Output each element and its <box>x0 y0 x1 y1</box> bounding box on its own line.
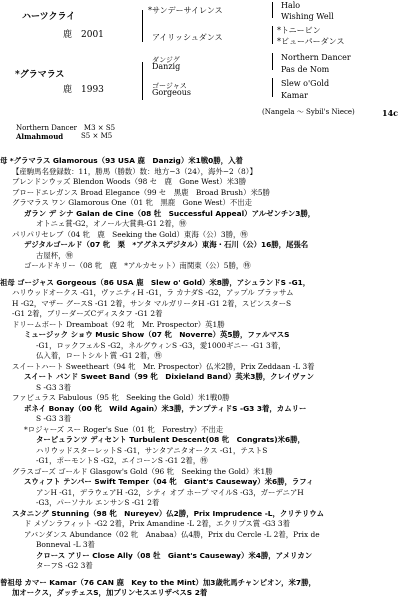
record-line: デジタルゴールド（07 牝 栗 *アグネスデジタル）東海・石川（公）16勝，尾張名 <box>24 240 309 249</box>
record-line: -G1 2着，ブリーダーズCディスタフ -G1 2着 <box>12 309 163 318</box>
section-title: 母 <box>0 156 8 165</box>
record-line: 加オークス，ダッチェスS，加プリンセスエリザベスS 2着 <box>12 588 208 597</box>
record-line: ターピュランツ ディセント Turbulent Descent(08 牝 Congrats)米6勝， <box>36 435 305 444</box>
bracket-line <box>272 2 273 18</box>
record-line: パリパリセレブ（04 牝 鹿 Seeking the Gold）東海（公）3勝，㊕ <box>12 229 248 239</box>
record-line: Bonneval -L 3着 <box>36 540 95 549</box>
dam-section <box>0 156 415 272</box>
record-line: 古屋杯，㊕ <box>36 250 73 260</box>
record-line: ブロードエレガンス Broad Elegance（99 セ 黒鹿 Broad Brush）米5勝 <box>12 187 270 197</box>
ss-sire: Halo <box>281 1 301 10</box>
section-title: 曾祖母 <box>0 577 23 587</box>
dam-dam: Gorgeous <box>152 88 191 97</box>
great-grandam-section <box>0 578 415 599</box>
inbreed-line-1: Northern Dancer M3 × S5 <box>16 124 116 132</box>
ds-sire: Northern Dancer <box>281 53 351 62</box>
record-line: H -G2，マザー グースS -G1 2着，サンタ マルガリータH -G1 2着，スピンスターS <box>12 298 292 308</box>
record-line: ファビュラス Fabulous（95 牝 Seeking the Gold）米1戦0勝 <box>12 393 230 402</box>
pedigree-table <box>0 0 415 141</box>
bracket-line <box>272 26 273 44</box>
record-line: スウィフト テンパー Swift Temper（04 牝 Giant's Causeway）米6勝，ラフィ <box>24 477 314 486</box>
record-line: アンH -G1，デラウェアH -G2，シティ オブ ホープ マイルS -G3，ガーデニアH <box>36 487 304 497</box>
record-line: グラスゴーズ ゴールド Glasgow's Gold（96 牝 Seeking the Gold）米1勝 <box>12 466 273 476</box>
record-line: ハリウッドオークス -G1，ヴァニティH -G1，ラ カナダS -G2，アップル ブラッサム <box>12 288 294 297</box>
sire-info: 鹿 2001 <box>63 30 104 40</box>
record-line: 仏入着，ロートシルト賞 -G1 2着，㊕ <box>36 351 162 360</box>
record-line: ボネイ Bonay（00 牝 Wild Again）米3勝，テンプティドS -G3 3着，カムリー <box>24 403 307 413</box>
record-line: アバンダンス Abundance（02 牝 Anabaa）仏4勝，Prix du Cercle -L 2着，Prix de <box>24 529 320 539</box>
bracket-line <box>142 10 143 42</box>
record-line: ガラン デ シナ Galan de Cine（08 牡 Successful Appeal）アルゼンチン3勝， <box>24 208 316 218</box>
record-line: ドリームボート Dreamboat（92 牝 Mr. Prospector）英1勝 <box>12 319 225 329</box>
bracket-line <box>272 78 273 97</box>
sire-dam: アイリッシュダンス <box>152 33 223 42</box>
dam-sire: Danzig <box>152 62 181 71</box>
sd-dam: *ビューパーダンス <box>277 37 345 46</box>
inbreed-line-2-value: S5 × M5 <box>81 132 113 140</box>
section-line <box>0 278 415 289</box>
grandam-line: ゴージャス Gorgeous（86 USA 鹿 Slew o' Gold）米8勝，アシュランドS -G1， <box>17 277 311 287</box>
dam-sire-kana: ダンジグ <box>152 56 180 64</box>
dam-name: *グラマラス <box>15 70 65 80</box>
record-line: ターフS -G2 3着 <box>36 561 93 570</box>
section-line <box>0 156 415 167</box>
family-note: (Nangela ～ Sybil's Niece) <box>262 108 355 116</box>
dam-dam-kana: ゴージャス <box>152 82 187 90</box>
record-line: ド メゾンラフィット -G2 2着，Prix Amandine -L 2着，エクリプス賞 -G3 3着 <box>24 519 290 528</box>
record-line: スイート バンド Sweet Band（99 牝 Dixieland Band）英米3勝，クレイヴァン <box>24 372 315 381</box>
record-line: スイートハート Sweetheart（94 牝 Mr. Prospector）仏米2勝，Prix Zeddaan -L 3着 <box>12 361 315 371</box>
bracket-line <box>272 53 273 70</box>
record-line: 【産駒馬名登録数：11，勝馬（勝数）数：地方−3（24），海外−2（8）】 <box>12 166 257 176</box>
record-line: ゴールドキリー（08 牝 鹿 *アルカセット）南関東（公）5勝，㊕ <box>24 261 251 270</box>
sire-name: ハーツクライ <box>22 12 76 22</box>
sire-sire: *サンデーサイレンス <box>148 6 223 15</box>
record-line: -G1，ポーモントS -G2，エイコーンS -G1 2着，㊕ <box>36 456 208 465</box>
family-record <box>0 150 415 599</box>
dam-line: *グラマラス Glamorous（93 USA 鹿 Danzig）米1戦0勝，入着 <box>9 156 243 165</box>
inbreed-line-2-name: Almahmoud <box>16 132 64 141</box>
grandam-section <box>0 278 415 572</box>
dam-info: 鹿 1993 <box>63 85 104 95</box>
record-line: S -G3 3着 <box>36 382 71 392</box>
sd-sire: *トニービン <box>277 26 321 35</box>
ss-dam: Wishing Well <box>281 12 334 21</box>
dd-sire: Slew o'Gold <box>281 79 330 88</box>
family-number: 14c <box>382 108 399 118</box>
ds-dam: Pas de Nom <box>281 65 330 74</box>
record-line: クロース アリー Close Ally（08 牡 Giant's Causeway）米4勝，アメリカン <box>36 550 313 560</box>
dd-dam: Kamar <box>281 91 308 100</box>
record-line: オトニェ賞-G2，オノール大賞典-G1 2着，㊕ <box>36 219 187 228</box>
record-line: -G3，パーソナル エンサンS -G1 2着 <box>36 498 160 507</box>
record-line: グラマラス ワン Glamorous One（01 牝 黒鹿 Gone West）不出走 <box>12 198 253 207</box>
record-line: *ロジャーズ スー Roger's Sue（01 牝 Forestry）不出走 <box>24 424 224 434</box>
record-line: -G1，ロックフェルS -G2，ネルグウィンS -G3，愛1000ギニー -G1 3着， <box>36 340 286 350</box>
record-line: ミュージック ショウ Music Show（07 牝 Noverre）英5勝，ファルマスS <box>24 330 290 339</box>
record-line: S -G3 3着 <box>36 414 71 423</box>
section-line <box>0 578 415 589</box>
record-line: ブレンドンウッズ Blendon Woods（98 セ 鹿 Gone West）米3勝 <box>12 177 247 186</box>
record-line: ハリウッドスターレットS -G1，サンタアニタオークス -G1，テストS <box>36 445 268 455</box>
bracket-line <box>142 62 143 100</box>
record-line: スタニング Stunning（98 牝 Nureyev）仏2勝，Prix Imprudence -L，クリテリウム <box>12 508 324 518</box>
section-title: 祖母 <box>0 277 15 287</box>
great-grandam-line: カマー Kamar（76 CAN 鹿 Key to the Mint）加3歳牝馬チャンピオン，米7勝， <box>24 577 316 587</box>
